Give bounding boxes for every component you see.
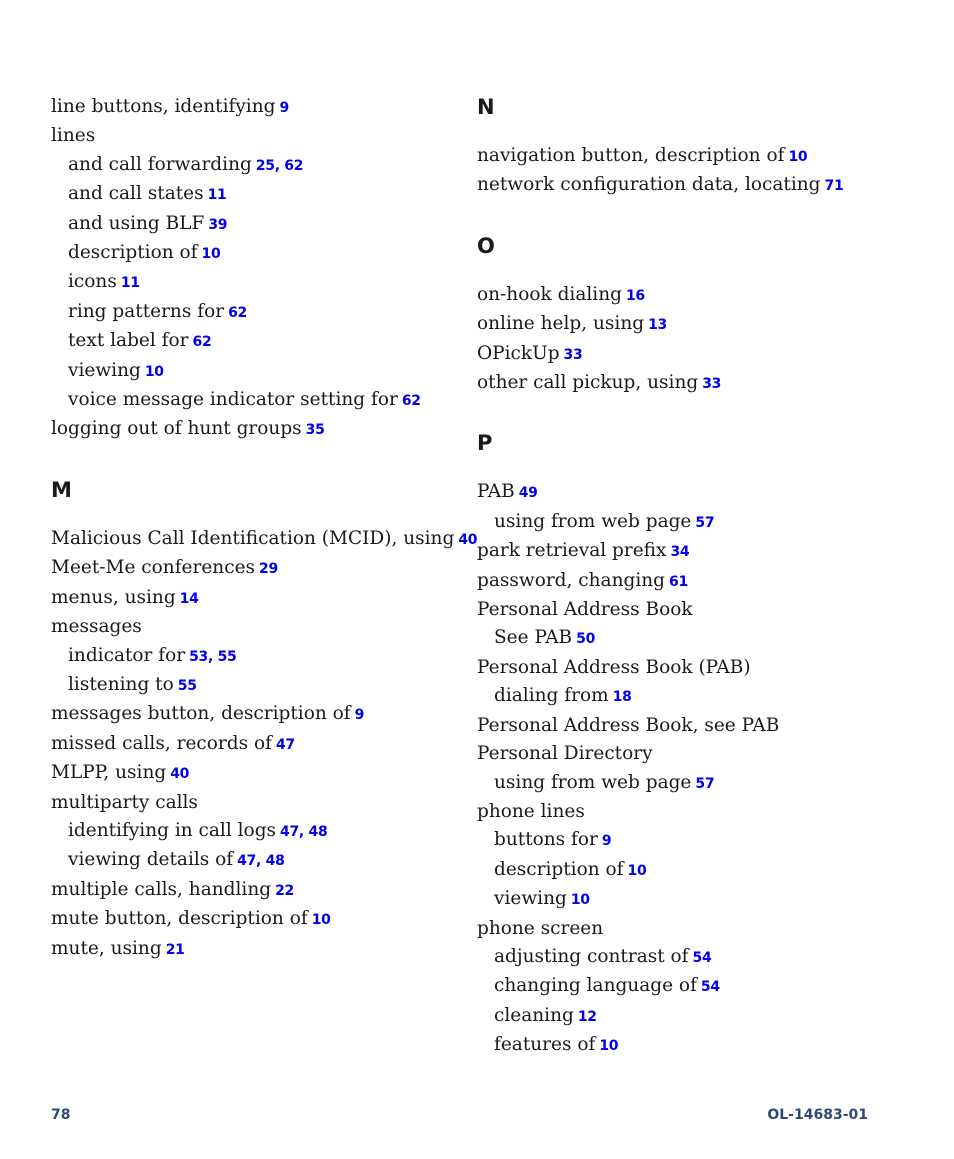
index-subentry: [477, 769, 897, 798]
section-letter-n: N: [477, 95, 495, 119]
entry-text: cleaning: [494, 1004, 574, 1026]
index-subentry: [477, 856, 897, 885]
index-entry: [477, 537, 897, 566]
page-reference-link[interactable]: 9: [601, 833, 612, 850]
index-subentry: [477, 972, 897, 1001]
entry-text: text label for: [68, 330, 189, 352]
page-reference-link[interactable]: 10: [144, 363, 164, 380]
page-reference-link[interactable]: 57: [695, 775, 715, 792]
page-reference-link[interactable]: 47, 48: [280, 823, 328, 840]
page-reference-link[interactable]: 10: [788, 149, 808, 165]
entry-text: Personal Address Book, see PAB: [477, 714, 780, 736]
entry-text: changing language of: [494, 975, 697, 997]
index-entry: [51, 415, 451, 444]
entry-text: using from web page: [494, 771, 692, 793]
entry-text: mute button, description of: [51, 908, 308, 930]
index-subentry: [51, 298, 451, 327]
page-reference-link[interactable]: 9: [354, 707, 365, 724]
index-entry: [477, 478, 897, 507]
entry-text: park retrieval prefix: [477, 540, 667, 562]
entry-text: features of: [494, 1034, 596, 1056]
section-spacer: [51, 445, 451, 476]
page-reference-link[interactable]: 62: [228, 304, 247, 321]
entry-text: Personal Directory: [477, 743, 653, 765]
index-subentry: [51, 386, 451, 415]
entry-text: multiparty calls: [51, 791, 198, 813]
entry-text: listening to: [68, 673, 174, 695]
index-entry: [51, 789, 451, 817]
page-reference-link[interactable]: 33: [563, 346, 583, 363]
entry-text: MLPP, using: [51, 762, 167, 784]
index-entry: [477, 740, 897, 768]
entry-text: phone screen: [477, 917, 604, 939]
entry-text: adjusting contrast of: [494, 945, 689, 967]
page-reference-link[interactable]: 40: [458, 531, 478, 548]
entry-text: missed calls, records of: [51, 732, 272, 754]
entry-text: password, changing: [477, 569, 666, 591]
index-entry: [477, 567, 897, 596]
entry-text: messages button, description of: [51, 703, 351, 725]
index-subentry: [477, 826, 897, 855]
entry-text: line buttons, identifying: [51, 96, 276, 117]
index-subentry: [51, 817, 451, 846]
entry-text: phone lines: [477, 800, 585, 822]
entry-text: messages: [51, 616, 142, 638]
page-reference-link[interactable]: 10: [599, 1038, 619, 1055]
index-subentry: [477, 943, 897, 972]
index-entry: [477, 654, 897, 682]
page-reference-link[interactable]: 40: [170, 766, 190, 783]
entry-text: ring patterns for: [68, 300, 225, 322]
index-entry: [51, 554, 451, 583]
index-subentry: [51, 210, 451, 239]
page-reference-link[interactable]: 11: [120, 275, 140, 292]
page-reference-link[interactable]: 25, 62: [255, 157, 304, 174]
index-entry: [477, 310, 897, 339]
index-subentry: [51, 357, 451, 386]
entry-text: indicator for: [68, 644, 186, 666]
page-reference-link[interactable]: 54: [692, 949, 712, 966]
page-reference-link[interactable]: 53, 55: [189, 648, 237, 665]
entry-text: logging out of hunt groups: [51, 418, 302, 440]
page-reference-link[interactable]: 57: [695, 514, 715, 531]
index-subentry: [477, 508, 897, 537]
page-reference-link[interactable]: 47, 48: [237, 853, 285, 870]
entry-text: and using BLF: [68, 212, 205, 234]
page-reference-link[interactable]: 12: [577, 1008, 597, 1025]
page-reference-link[interactable]: 35: [305, 422, 325, 439]
document-id: OL-14683-01: [767, 1107, 868, 1123]
entry-text: Malicious Call Identification (MCID), using: [51, 527, 455, 549]
index-column-left: [51, 93, 478, 964]
index-entry: [51, 93, 451, 122]
index-column-right: [477, 93, 897, 1061]
entry-text: OPickUp: [477, 342, 560, 364]
entry-text: online help, using: [477, 313, 645, 335]
page-reference-link[interactable]: 50: [576, 631, 596, 648]
index-subentry: [477, 1002, 897, 1031]
entry-text: Meet-Me conferences: [51, 557, 256, 579]
index-subentry: [477, 682, 897, 711]
index-entry: [477, 281, 897, 310]
page-reference-link[interactable]: 18: [612, 689, 632, 706]
page-reference-link[interactable]: 9: [279, 100, 289, 116]
page-reference-link[interactable]: 47: [275, 736, 295, 753]
page-reference-link[interactable]: 62: [401, 393, 421, 410]
index-entry: [51, 730, 451, 759]
index-entry: [477, 712, 897, 740]
entry-text: buttons for: [494, 829, 598, 851]
index-subentry: [51, 268, 451, 297]
entry-text: icons: [68, 271, 117, 293]
entry-text: description of: [68, 242, 198, 264]
index-subentry: [51, 642, 451, 671]
index-subentry: [51, 671, 451, 700]
section-spacer: [477, 201, 897, 232]
index-entry: [51, 876, 451, 905]
index-subentry: [51, 239, 451, 268]
page-reference-link[interactable]: 62: [192, 334, 212, 351]
entry-text: See PAB: [494, 627, 573, 649]
index-subentry: [51, 151, 451, 180]
entry-text: on-hook dialing: [477, 283, 622, 305]
entry-text: identifying in call logs: [68, 819, 277, 841]
page-reference-link[interactable]: 29: [259, 561, 278, 578]
page-reference-link[interactable]: 71: [824, 178, 844, 195]
index-entry: [51, 525, 478, 554]
index-entry: [477, 369, 897, 398]
index-subentry: [51, 180, 451, 209]
entry-text: and call forwarding: [68, 153, 252, 175]
page-reference-link[interactable]: 33: [702, 376, 722, 393]
section-letter-m: M: [51, 477, 72, 502]
entry-text: PAB: [477, 481, 515, 503]
index-subentry: [477, 1031, 897, 1060]
page-reference-link[interactable]: 10: [201, 246, 221, 263]
page-reference-link[interactable]: 21: [165, 941, 185, 958]
section-letter-o: O: [477, 233, 495, 258]
entry-text: viewing: [494, 888, 567, 910]
page-reference-link[interactable]: 11: [207, 187, 227, 204]
page-reference-link[interactable]: 10: [311, 912, 331, 929]
page-number: 78: [51, 1107, 71, 1123]
index-entry: [51, 935, 451, 964]
page-reference-link[interactable]: 34: [670, 544, 690, 561]
index-subentry: [477, 624, 897, 653]
page-reference-link[interactable]: 54: [700, 979, 720, 996]
index-entry: [477, 596, 897, 624]
entry-text: network configuration data, locating: [477, 174, 821, 196]
entry-text: mute, using: [51, 937, 162, 959]
page-reference-link[interactable]: 22: [275, 882, 294, 899]
entry-text: navigation button, description of: [477, 145, 785, 166]
entry-text: Personal Address Book (PAB): [477, 656, 751, 678]
entry-text: viewing: [68, 359, 141, 381]
entry-text: and call states: [68, 183, 204, 205]
entry-text: using from web page: [494, 510, 692, 532]
page-reference-link[interactable]: 14: [179, 590, 199, 607]
entry-text: menus, using: [51, 586, 176, 608]
index-entry: [477, 142, 897, 171]
index-entry: [51, 700, 451, 729]
section-spacer: [477, 398, 897, 429]
entry-text: multiple calls, handling: [51, 878, 272, 900]
index-entry: [51, 759, 451, 788]
index-subentry: [477, 885, 897, 914]
index-entry: [51, 905, 451, 934]
page-reference-link[interactable]: 61: [669, 573, 688, 590]
section-letter-p: P: [477, 431, 493, 456]
entry-text: lines: [51, 125, 96, 147]
entry-text: voice message indicator setting for: [68, 389, 398, 411]
page-reference-link[interactable]: 10: [570, 892, 590, 909]
index-subentry: [51, 846, 451, 875]
index-entry: [477, 340, 897, 369]
entry-text: Personal Address Book: [477, 599, 693, 621]
entry-text: dialing from: [494, 685, 609, 707]
index-entry: [51, 584, 451, 613]
page-reference-link[interactable]: 55: [177, 677, 197, 694]
index-entry: [477, 798, 897, 826]
entry-text: viewing details of: [68, 849, 234, 871]
entry-text: description of: [494, 858, 624, 880]
entry-text: other call pickup, using: [477, 372, 699, 394]
index-entry: [51, 122, 451, 150]
index-entry: [477, 915, 897, 943]
page-reference-link[interactable]: 10: [627, 862, 647, 879]
page-reference-link[interactable]: 16: [625, 287, 645, 304]
page-reference-link[interactable]: 49: [518, 485, 538, 502]
page-reference-link[interactable]: 39: [208, 216, 228, 233]
index-entry: [477, 171, 897, 200]
page-reference-link[interactable]: 13: [648, 317, 667, 334]
index-entry: [51, 613, 451, 641]
index-subentry: [51, 327, 451, 356]
